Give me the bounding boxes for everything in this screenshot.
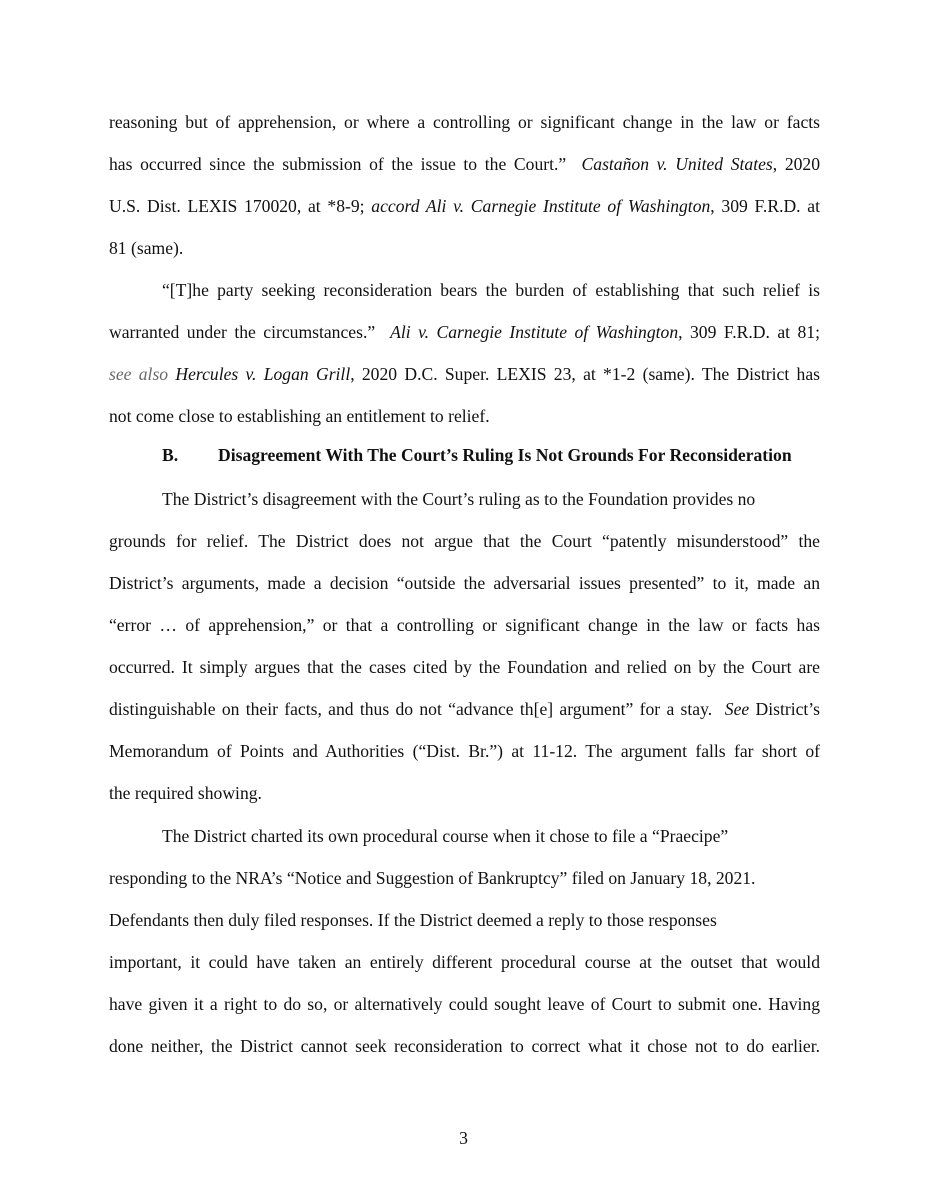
text-run: reasoning but of apprehension, or where a controlling or significant change in the law or facts — [109, 112, 820, 132]
paragraph-line — [109, 868, 755, 888]
text-run: not come close to establishing an entitlement to relief. — [109, 406, 490, 426]
text-run: “error … of apprehension,” or that a controlling or significant change in the law or facts has — [109, 615, 820, 635]
section-heading-label: B. — [162, 445, 179, 465]
text-run: , 309 F.R.D. at — [710, 196, 820, 216]
paragraph-line — [109, 741, 820, 761]
text-run: The District charted its own procedural course when it chose to file a “Praecipe” — [162, 826, 729, 846]
section-heading: Disagreement With The Court’s Ruling Is Not Grounds For Reconsideration — [218, 445, 792, 465]
paragraph-line — [109, 573, 820, 593]
text-run: 81 (same). — [109, 238, 184, 258]
citation-signal: see also — [109, 364, 169, 384]
text-run: warranted under the circumstances.” — [109, 322, 376, 342]
case-citation: Castañon v. United States — [581, 154, 773, 174]
case-citation: Ali v. Carnegie Institute of Washington — [390, 322, 679, 342]
paragraph-line — [109, 112, 820, 132]
paragraph-line — [109, 364, 820, 384]
case-citation: Hercules v. Logan Grill — [175, 364, 351, 384]
paragraph-line — [109, 406, 490, 426]
paragraph-line — [109, 910, 717, 930]
paragraph-line — [109, 952, 820, 972]
text-run: , 309 F.R.D. at 81; — [678, 322, 820, 342]
text-run: the required showing. — [109, 783, 262, 803]
text-run: have given it a right to do so, or alternatively could sought leave of Court to submit one. Having — [109, 994, 820, 1014]
paragraph-line — [109, 531, 820, 551]
text-run: occurred. It simply argues that the cases cited by the Foundation and relied on by the Court are — [109, 657, 820, 677]
text-run: “[T]he party seeking reconsideration bears the burden of establishing that such relief is — [162, 280, 820, 300]
text-run: Memorandum of Points and Authorities (“Dist. Br.”) at 11-12. The argument falls far short of — [109, 741, 820, 761]
text-run: has occurred since the submission of the issue to the Court.” — [109, 154, 567, 174]
text-run: done neither, the District cannot seek reconsideration to correct what it chose not to do earlier. — [109, 1036, 820, 1056]
paragraph-line — [109, 783, 262, 803]
paragraph-line — [109, 238, 183, 258]
paragraph-line — [109, 699, 820, 719]
paragraph-line — [109, 994, 820, 1014]
page-number: 3 — [459, 1128, 468, 1148]
paragraph-line — [109, 154, 820, 174]
paragraph-line — [162, 826, 728, 846]
text-run: Defendants then duly filed responses. If the District deemed a reply to those responses — [109, 910, 717, 930]
paragraph-line — [109, 657, 820, 677]
paragraph-line — [109, 1036, 820, 1056]
text-run: District’s arguments, made a decision “outside the adversarial issues presented” to it, made an — [109, 573, 820, 593]
text-run: , 2020 — [772, 154, 821, 174]
paragraph-line — [109, 322, 820, 342]
paragraph-line — [109, 196, 820, 216]
paragraph-line — [109, 615, 820, 635]
text-run: U.S. Dist. LEXIS 170020, at *8-9; — [109, 196, 365, 216]
text-run: grounds for relief. The District does not argue that the Court “patently misunderstood” the — [109, 531, 820, 551]
citation-signal: See — [724, 699, 750, 719]
text-run: important, it could have taken an entirely different procedural course at the outset that would — [109, 952, 820, 972]
case-citation: accord Ali v. Carnegie Institute of Washington — [371, 196, 711, 216]
text-run: , 2020 D.C. Super. LEXIS 23, at *1-2 (same). The District has — [350, 364, 820, 384]
paragraph-line — [162, 489, 755, 509]
text-run: responding to the NRA’s “Notice and Suggestion of Bankruptcy” filed on January 18, 2021. — [109, 868, 756, 888]
paragraph-line — [162, 280, 820, 300]
text-run: District’s — [755, 699, 821, 719]
text-run: distinguishable on their facts, and thus do not “advance th[e] argument” for a stay. — [109, 699, 713, 719]
text-run: The District’s disagreement with the Court’s ruling as to the Foundation provides no — [162, 489, 756, 509]
